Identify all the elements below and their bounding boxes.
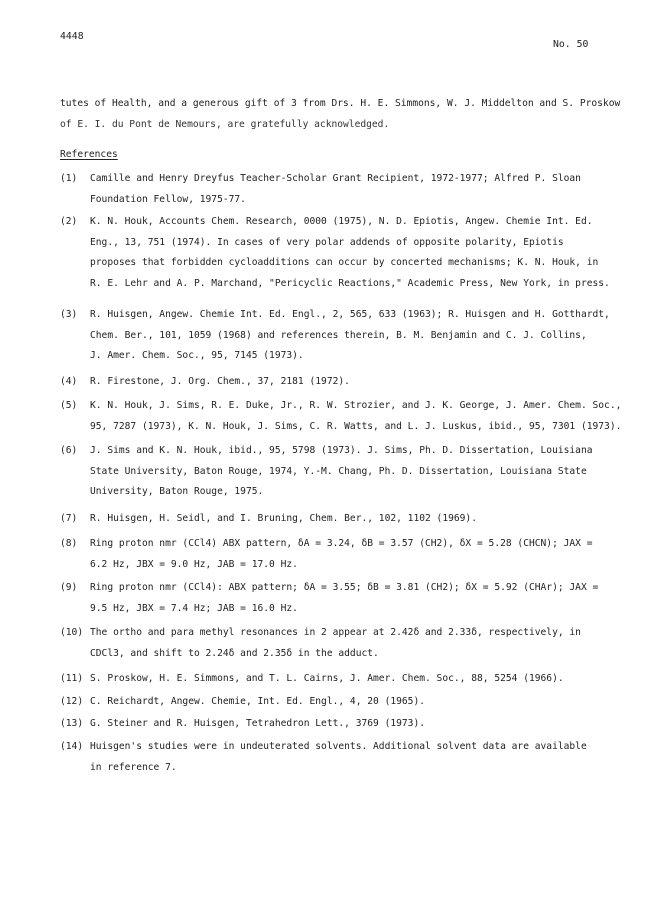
reference-line: in reference 7. (90, 761, 177, 773)
reference-line: R. Huisgen, Angew. Chemie Int. Ed. Engl., 2, 565, 633 (1963); R. Huisgen and H. Gotthardt, (90, 309, 610, 320)
reference-number: (14) (60, 741, 84, 752)
reference-line: The ortho and para methyl resonances in 2 appear at 2.42δ and 2.33δ, respectively, in (90, 627, 581, 638)
reference-line: State University, Baton Rouge, 1974, Y.-M. Chang, Ph. D. Dissertation, Louisiana State (90, 465, 587, 477)
reference-line: 6.2 Hz, JBX = 9.0 Hz, JAB = 17.0 Hz. (90, 558, 298, 570)
reference-number: (1) (60, 173, 78, 184)
reference-number: (2) (60, 216, 78, 227)
reference-line: Ring proton nmr (CCl4): ABX pattern; δA = 3.55; δB = 3.81 (CH2); δX = 5.92 (CHAr); JAX = (90, 582, 599, 593)
reference-line: C. Reichardt, Angew. Chemie, Int. Ed. Engl., 4, 20 (1965). (90, 696, 426, 707)
reference-line: J. Amer. Chem. Soc., 95, 7145 (1973). (90, 350, 304, 361)
page-number: 4448 (60, 31, 84, 42)
reference-line: Huisgen's studies were in undeuterated solvents. Additional solvent data are available (90, 741, 587, 752)
acknowledgment-line: tutes of Health, and a generous gift of 3 from Drs. H. E. Simmons, W. J. Middelton and S. Proskow (60, 98, 621, 109)
reference-number: (5) (60, 400, 78, 411)
acknowledgment-paragraph (60, 99, 640, 141)
reference-line: G. Steiner and R. Huisgen, Tetrahedron Lett., 3769 (1973). (90, 718, 426, 729)
reference-number: (11) (60, 673, 84, 684)
reference-number: (10) (60, 627, 84, 638)
reference-line: R. Huisgen, H. Seidl, and I. Bruning, Chem. Ber., 102, 1102 (1969). (90, 513, 477, 524)
references-heading: References (60, 149, 118, 160)
reference-number: (7) (60, 513, 78, 524)
reference-number: (13) (60, 718, 84, 729)
reference-number: (8) (60, 538, 78, 549)
acknowledgment-line: of E. I. du Pont de Nemours, are gratefully acknowledged. (60, 119, 390, 130)
reference-line: S. Proskow, H. E. Simmons, and T. L. Cairns, J. Amer. Chem. Soc., 88, 5254 (1966). (90, 673, 564, 684)
reference-line: Chem. Ber., 101, 1059 (1968) and references therein, B. M. Benjamin and C. J. Collins, (90, 329, 587, 341)
reference-line: CDCl3, and shift to 2.24δ and 2.35δ in the adduct. (90, 647, 379, 659)
reference-line: University, Baton Rouge, 1975. (90, 486, 264, 497)
issue-number: No. 50 (553, 39, 589, 50)
reference-line: R. E. Lehr and A. P. Marchand, "Pericyclic Reactions," Academic Press, New York, in press. (90, 277, 610, 289)
reference-line: proposes that forbidden cycloadditions can occur by concerted mechanisms; K. N. Houk, in (90, 257, 599, 268)
reference-line: 95, 7287 (1973), K. N. Houk, J. Sims, C. R. Watts, and L. J. Luskus, ibid., 95, 7301 (1973). (90, 420, 622, 432)
reference-number: (12) (60, 696, 84, 707)
reference-number: (9) (60, 582, 78, 593)
reference-line: Eng., 13, 751 (1974). In cases of very polar addends of opposite polarity, Epiotis (90, 236, 564, 248)
reference-line: Foundation Fellow, 1975-77. (90, 193, 246, 205)
reference-line: 9.5 Hz, JBX = 7.4 Hz; JAB = 16.0 Hz. (90, 602, 298, 614)
reference-line: J. Sims and K. N. Houk, ibid., 95, 5798 (1973). J. Sims, Ph. D. Dissertation, Louisiana (90, 445, 593, 456)
reference-line: K. N. Houk, J. Sims, R. E. Duke, Jr., R. W. Strozier, and J. K. George, J. Amer. Chem. Soc., (90, 400, 622, 411)
reference-number: (3) (60, 309, 78, 320)
reference-line: K. N. Houk, Accounts Chem. Research, 0000 (1975), N. D. Epiotis, Angew. Chemie Int. Ed. (90, 216, 593, 227)
reference-line: R. Firestone, J. Org. Chem., 37, 2181 (1972). (90, 376, 350, 387)
reference-line: Ring proton nmr (CCl4) ABX pattern, δA = 3.24, δB = 3.57 (CH2), δX = 5.28 (CHCN); JAX = (90, 538, 593, 549)
reference-number: (4) (60, 376, 78, 387)
reference-number: (6) (60, 445, 78, 456)
reference-line: Camille and Henry Dreyfus Teacher-Scholar Grant Recipient, 1972-1977; Alfred P. Sloan (90, 173, 581, 184)
